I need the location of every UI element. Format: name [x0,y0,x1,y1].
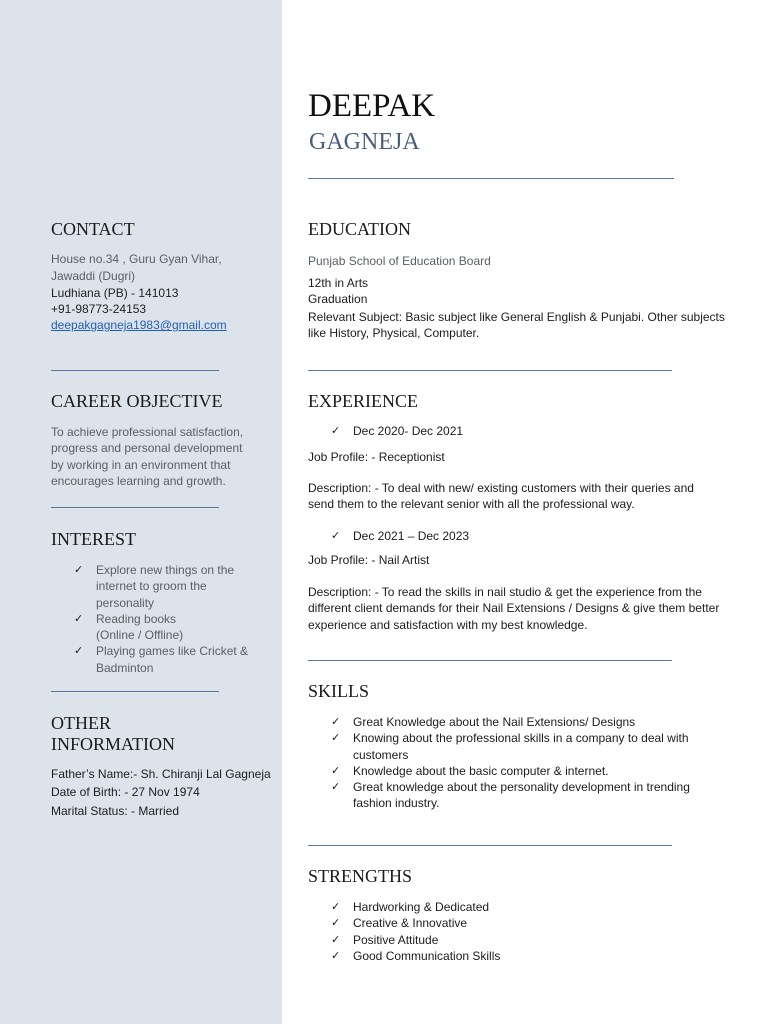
objective-line: progress and personal development [51,441,243,456]
list-item: ✓ Explore new things on the internet to groom the personality [74,563,235,610]
education-board: Punjab School of Education Board [308,254,491,268]
strengths-list [331,899,631,964]
objective-line: To achieve professional satisfaction, [51,425,244,439]
list-item: ✓ Knowledge about the basic computer & internet. [331,763,609,778]
career-objective-text [51,424,243,489]
strengths-heading: STRENGTHS [308,866,413,886]
job-description: Description: - To deal with new/ existing customers with their queries and send them to the relevant senior with all the professional way. [308,481,694,512]
check-icon: ✓ [74,564,84,576]
contact-divider [51,370,219,371]
objective-divider [51,507,219,508]
list-item: ✓ Hardworking & Dedicated [331,900,490,914]
phone-number: +91-98773-24153 [51,301,147,316]
check-icon: ✓ [331,732,341,745]
objective-line: encourages learning and growth. [51,473,226,488]
check-icon: ✓ [331,716,341,728]
job-period: ✓ Dec 2020- Dec 2021 [331,424,464,438]
qualification: 12th in Arts [308,276,369,290]
sidebar [0,0,282,1024]
job-profile: Job Profile: - Receptionist [308,450,445,464]
list-item: ✓ Creative & Innovative [331,916,468,931]
check-icon: ✓ [331,901,341,913]
other-information-text [51,766,271,819]
check-icon: ✓ [331,764,341,777]
career-objective-heading: CAREER OBJECTIVE [51,391,223,411]
check-icon: ✓ [331,781,341,794]
qualification: Graduation [308,292,368,307]
father-name: Father’s Name:- Sh. Chiranji Lal Gagneja [51,767,271,781]
marital-status: Marital Status: - Married [51,803,180,818]
education-heading: EDUCATION [308,219,411,239]
address-line-1: House no.34 , Guru Gyan Vihar, [51,252,222,266]
other-information-heading: OTHER INFORMATION [51,713,176,754]
interest-divider [51,691,219,692]
list-item: ✓ Great knowledge about the personality development in trending fashion industry. [331,780,690,811]
skills-heading: SKILLS [308,681,370,701]
last-name: GAGNEJA [309,129,420,155]
interest-list [74,562,274,676]
skills-divider [308,845,672,846]
education-qualifications [308,275,368,308]
list-item: ✓ Great Knowledge about the Nail Extensions/ Designs [331,715,636,729]
list-item: ✓ Good Communication Skills [331,948,501,963]
address-line-2: Jawaddi (Dugri) [51,269,136,284]
experience-divider [308,660,672,661]
job-profile: Job Profile: - Nail Artist [308,553,430,567]
name-divider [308,178,674,179]
check-icon: ✓ [74,612,84,625]
list-item: ✓ Knowing about the professional skills in a company to deal with customers [331,731,689,762]
check-icon: ✓ [331,917,341,930]
education-divider [308,370,672,371]
first-name: DEEPAK [308,88,436,124]
contact-heading: CONTACT [51,219,135,239]
check-icon: ✓ [331,949,341,962]
skills-list [331,714,731,812]
check-icon: ✓ [331,530,341,542]
date-of-birth: Date of Birth: - 27 Nov 1974 [51,785,200,800]
list-item: ✓ Positive Attitude [331,932,439,947]
experience-heading: EXPERIENCE [308,391,418,411]
objective-line: by working in an environment that [51,457,231,472]
check-icon: ✓ [331,933,341,946]
job-period: ✓ Dec 2021 – Dec 2023 [331,529,470,543]
address-line-3: Ludhiana (PB) - 141013 [51,285,179,300]
contact-block [51,251,227,333]
job-description: Description: - To read the skills in nail studio & get the experience from the different client demands for their Nail Extensions / Designs & give them better experience and satisfaction with my best knowledge. [308,585,720,632]
interest-heading: INTEREST [51,529,136,549]
education-relevant-subjects: Relevant Subject: Basic subject like General English & Punjabi. Other subjects like History, Physical, Computer. [308,310,725,341]
check-icon: ✓ [331,425,341,437]
list-item: ✓ Reading books (Online / Offline) [74,611,184,643]
check-icon: ✓ [74,645,84,658]
list-item: ✓ Playing games like Cricket & Badminton [74,644,249,675]
email-link[interactable]: deepakgagneja1983@gmail.com [51,318,227,333]
